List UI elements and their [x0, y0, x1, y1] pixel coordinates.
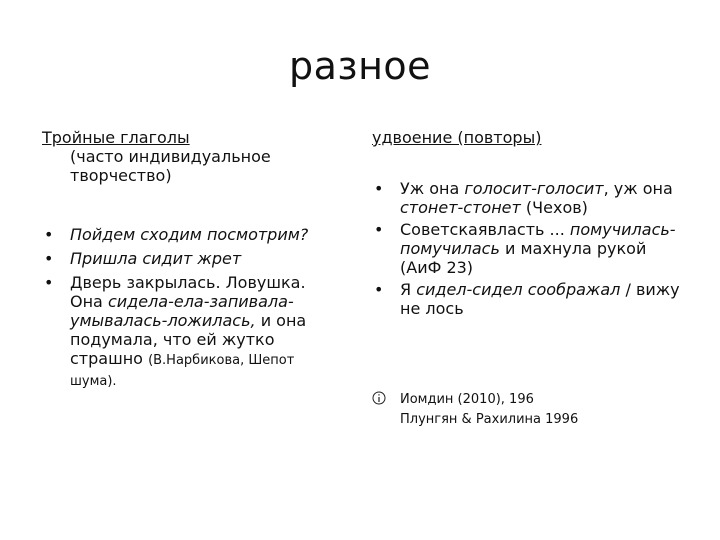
slide-title: разное [288, 44, 432, 88]
list-item [42, 249, 342, 268]
bullet-icon: • [44, 249, 54, 268]
bullet-text-italic: сидел-сидел соображал [416, 280, 621, 299]
list-item [42, 273, 342, 391]
bullet-text: Пришла сидит жрет [70, 249, 242, 268]
bullet-icon: • [44, 225, 54, 244]
bullet-text-italic: голосит-голосит [464, 179, 604, 198]
bullet-text: Пойдем сходим посмотрим? [70, 225, 309, 244]
bullet-text-italic: сидела-ела-запивала-умывалась-ложилась, [70, 292, 294, 330]
list-item [42, 225, 342, 244]
bullet-icon: • [374, 179, 384, 198]
references [372, 390, 692, 430]
bullet-icon: • [374, 220, 384, 239]
list-item [372, 220, 692, 277]
citation: (В.Нарбикова, Шепот шума). [70, 353, 295, 389]
bullet-text-italic: стонет-стонет [400, 198, 521, 217]
bullet-icon: • [374, 280, 384, 299]
bullet-text-part: и она подумала, что ей жутко страшно [70, 311, 307, 368]
bullet-text-part: Я [400, 280, 417, 299]
right-heading: удвоение (повторы) [372, 128, 542, 147]
bullet-text-italic: помучилась-помучилась [400, 220, 676, 258]
right-bullet-list [372, 179, 692, 318]
bullet-text-part: (Чехов) [520, 198, 588, 217]
list-item [372, 280, 692, 318]
bullet-text-part: и махнула рукой (АиФ 23) [400, 239, 647, 277]
reference-line: Плунгян & Рахилина 1996 [400, 412, 579, 427]
info-icon [372, 391, 386, 405]
bullet-text-part: / вижу не лось [400, 280, 680, 318]
bullet-icon: • [44, 273, 54, 292]
left-column [42, 128, 342, 391]
left-bullet-list [42, 225, 342, 391]
reference-line: Иомдин (2010), 196 [400, 392, 534, 407]
left-subheading-line2: творчество) [70, 166, 172, 185]
left-subheading-line1: (часто индивидуальное [70, 147, 271, 166]
bullet-text-part: Дверь закрылась. Ловушка. Она [70, 273, 306, 311]
left-heading: Тройные глаголы [42, 128, 190, 147]
bullet-text-part: , уж она [603, 179, 673, 198]
bullet-text-part: Уж она [400, 179, 465, 198]
right-column [372, 128, 692, 318]
list-item [372, 179, 692, 217]
bullet-text-part: Советскаявласть ... [400, 220, 570, 239]
